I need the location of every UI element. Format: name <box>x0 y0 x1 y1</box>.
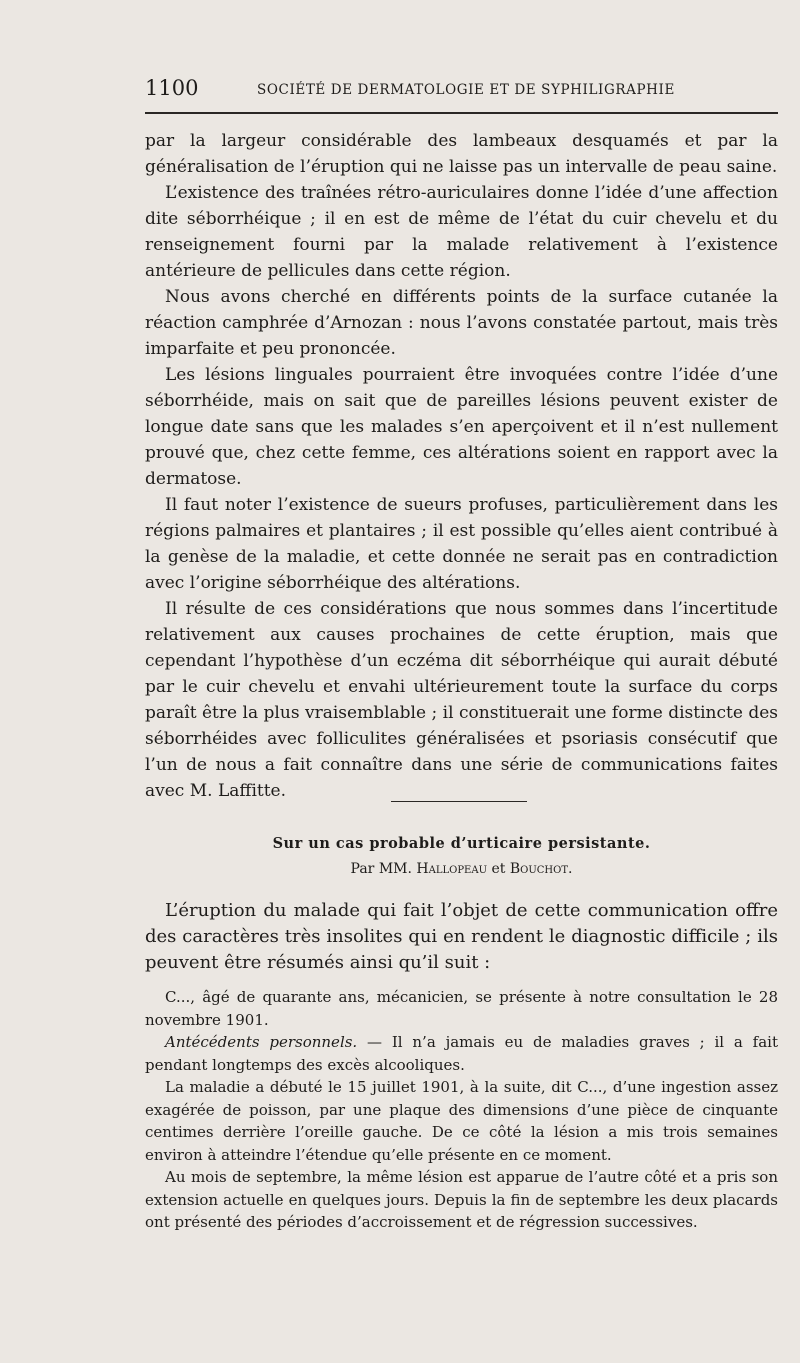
author-name: Hallopeau <box>416 861 487 877</box>
section-divider <box>391 801 527 802</box>
article-byline <box>145 861 778 877</box>
paragraph: L’éruption du malade qui fait l’objet de cette communication offre des caractères très insolites qui en rendent le diagnostic difficile ; ils peuvent être résumés ainsi qu’il suit : <box>145 900 778 973</box>
paragraph: Nous avons cherché en différents points de la surface cutanée la réaction camphrée d’Arnozan : nous l’avons constatée partout, mais très imparfaite et peu prononcée. <box>145 287 778 359</box>
section-label: Antécédents personnels. <box>165 1033 358 1051</box>
article-intro <box>145 898 778 976</box>
paragraph: Au mois de septembre, la même lésion est apparue de l’autre côté et a pris son extension actuelle en quelques jours. Depuis la fin de septembre les deux placards ont présenté des périodes d’accroissement et de régression successives. <box>145 1168 778 1231</box>
paragraph: Les lésions linguales pourraient être invoquées contre l’idée d’une séborrhéide, mais on sait que de pareilles lésions peuvent exister de longue date sans que les malades s’en aperçoivent et il n’est nullement prouvé que, chez cette femme, ces altérations soient en rapport avec la dermatose. <box>145 365 778 489</box>
article-title: Sur un cas probable d’urticaire persistante. <box>272 835 651 852</box>
paragraph: Il faut noter l’existence de sueurs profuses, particulièrement dans les régions palmaires et plantaires ; il est possible qu’elles aient contribué à la genèse de la maladie, et cette donnée ne serait pas en contradiction avec l’origine séborrhéique des altérations. <box>145 495 778 593</box>
byline-prefix: Par MM. <box>350 861 412 877</box>
page-number: 1100 <box>145 76 199 100</box>
paragraph: par la largeur considérable des lambeaux desquamés et par la généralisation de l’éruption qui ne laisse pas un intervalle de peau saine. <box>145 131 778 177</box>
paragraph <box>145 1031 778 1076</box>
paragraph: L’existence des traînées rétro-auriculaires donne l’idée d’une affection dite séborrhéique ; il en est de même de l’état du cuir chevelu et du renseignement fourni par la malade relativement à l’existence antérieure de pellicules dans cette région. <box>145 183 778 281</box>
page-header <box>145 76 778 114</box>
paragraph-text: — Il n’a jamais eu de maladies graves ; il a fait pendant longtemps des excès alcooliques. <box>145 1033 778 1074</box>
paragraph: La maladie a débuté le 15 juillet 1901, à la suite, dit C..., d’une ingestion assez exagérée de poisson, par une plaque des dimensions d’une pièce de cinquante centimes derrière l’oreille gauche. De ce côté la lésion a mis trois semaines environ à atteindre l’étendue qu’elle présente en ce moment. <box>145 1078 778 1164</box>
case-observation <box>145 986 778 1234</box>
paragraph: Il résulte de ces considérations que nous sommes dans l’incertitude relativement aux causes prochaines de cette éruption, mais que cependant l’hypothèse d’un eczéma dit séborrhéique qui aurait débuté par le cuir chevelu et envahi ultérieurement toute la surface du corps paraît être la plus vraisemblable ; il constituerait une forme distincte des séborrhéides avec folliculites généralisées et psoriasis consécutif que l’un de nous a fait connaître dans une série de communications faites avec M. Laffitte. <box>145 599 778 801</box>
running-title: SOCIÉTÉ DE DERMATOLOGIE ET DE SYPHILIGRAPHIE <box>257 82 675 98</box>
author-name: Bouchot. <box>509 861 573 877</box>
continued-text <box>145 128 778 804</box>
byline-conjunction: et <box>491 861 506 877</box>
paragraph: C..., âgé de quarante ans, mécanicien, se présente à notre consultation le 28 novembre 1901. <box>145 988 778 1029</box>
